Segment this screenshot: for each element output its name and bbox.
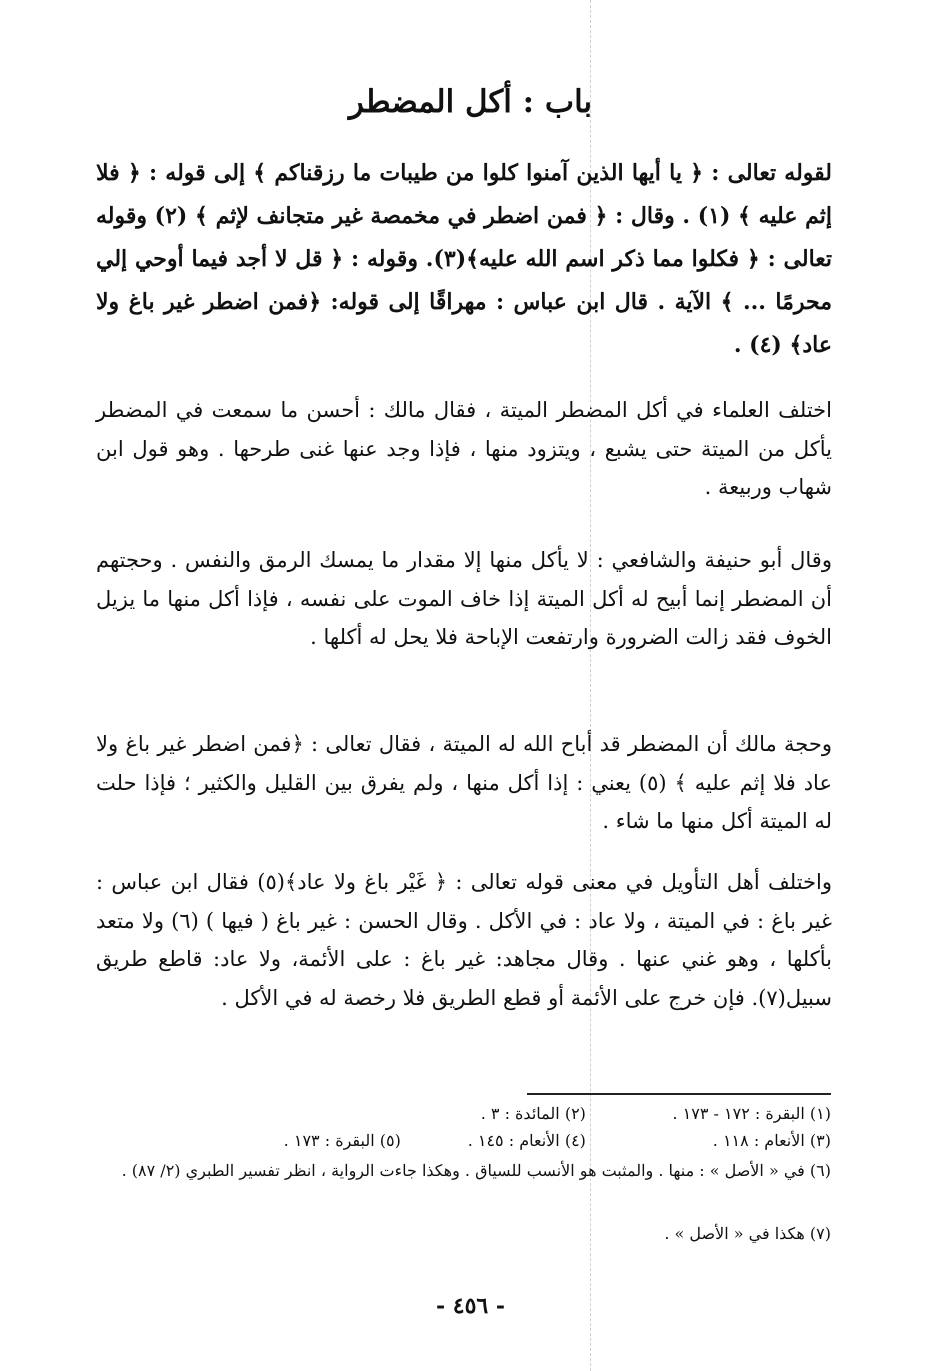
body-paragraph-3: وحجة مالك أن المضطر قد أباح الله له الميتة ، فقال تعالى : ﴿فمن اضطر غير باغ ولا عاد فلا إثم عليه ﴾ (٥) يعني : إذا أكل منها ، ولم يفرق بين القليل والكثير ؛ فإذا حلت له الميتة أكل منها ما شاء . (96, 732, 832, 833)
page-number: - ٤٥٦ - (435, 1293, 506, 1319)
footnote-2: (٢) المائدة : ٣ . (480, 1104, 586, 1123)
footnote-row-1 (110, 1104, 831, 1124)
footnote-7: (٧) هكذا في « الأصل » . (664, 1224, 831, 1243)
footnote-separator (527, 1093, 831, 1095)
body-paragraph-2: وقال أبو حنيفة والشافعي : لا يأكل منها إلا مقدار ما يمسك الرمق والنفس . وحجتهم أن المضطر إنما أبيح له أكل الميتة إذا خاف الموت على نفسه ، فإذا أكل منها ما يزيل الخوف فقد زالت الضرورة وارتفعت الإباحة فلا يحل له أكلها . (96, 548, 832, 649)
footnote-row-2 (110, 1131, 831, 1151)
body-paragraph-1: اختلف العلماء في أكل المضطر الميتة ، فقال مالك : أحسن ما سمعت في المضطر يأكل من الميتة حتى يشبع ، ويتزود منها ، فإذا وجد عنها غنى طرحها . وهو قول ابن شهاب وربيعة . (96, 398, 832, 499)
intro-paragraph: لقوله تعالى : ﴿ يا أيها الذين آمنوا كلوا من طيبات ما رزقناكم ﴾ إلى قوله : ﴿ فلا إثم عليه ﴾ (١) . وقال : ﴿ فمن اضطر في مخمصة غير متجانف لإثم ﴾ (٢) وقوله تعالى : ﴿ فكلوا مما ذكر اسم الله عليه﴾(٣). وقوله : ﴿ قل لا أجد فيما أوحي إلي محرمًا ... ﴾ الآية . قال ابن عباس : مهراقًا إلى قوله: ﴿فمن اضطر غير باغ ولا عاد﴾ (٤) . (96, 160, 833, 358)
body-paragraph-4: واختلف أهل التأويل في معنى قوله تعالى : ﴿ غَيْر باغ ولا عاد﴾(٥) فقال ابن عباس : غير باغ : في الميتة ، ولا عاد : في الأكل . وقال الحسن : غير باغ ( فيها ) (٦) ولا متعد بأكلها ، وهو غني عنها . وقال مجاهد: غير باغ : على الأئمة، ولا عاد: قاطع طريق سبيل(٧). فإن خرج على الأئمة أو قطع الطريق فلا رخصة له في الأكل . (96, 870, 833, 1010)
footnote-4: (٤) الأنعام : ١٤٥ . (467, 1131, 586, 1150)
chapter-title: باب : أكل المضطر (348, 84, 593, 120)
footnote-6: (٦) في « الأصل » : منها . والمثبت هو الأنسب للسياق . وهكذا جاءت الرواية ، انظر تفسير الطبري (٢/ ٨٧) . (121, 1161, 831, 1180)
footnote-3: (٣) الأنعام : ١١٨ . (712, 1131, 831, 1150)
footnote-1: (١) البقرة : ١٧٢ - ١٧٣ . (672, 1104, 831, 1123)
footnote-5: (٥) البقرة : ١٧٣ . (283, 1131, 401, 1150)
